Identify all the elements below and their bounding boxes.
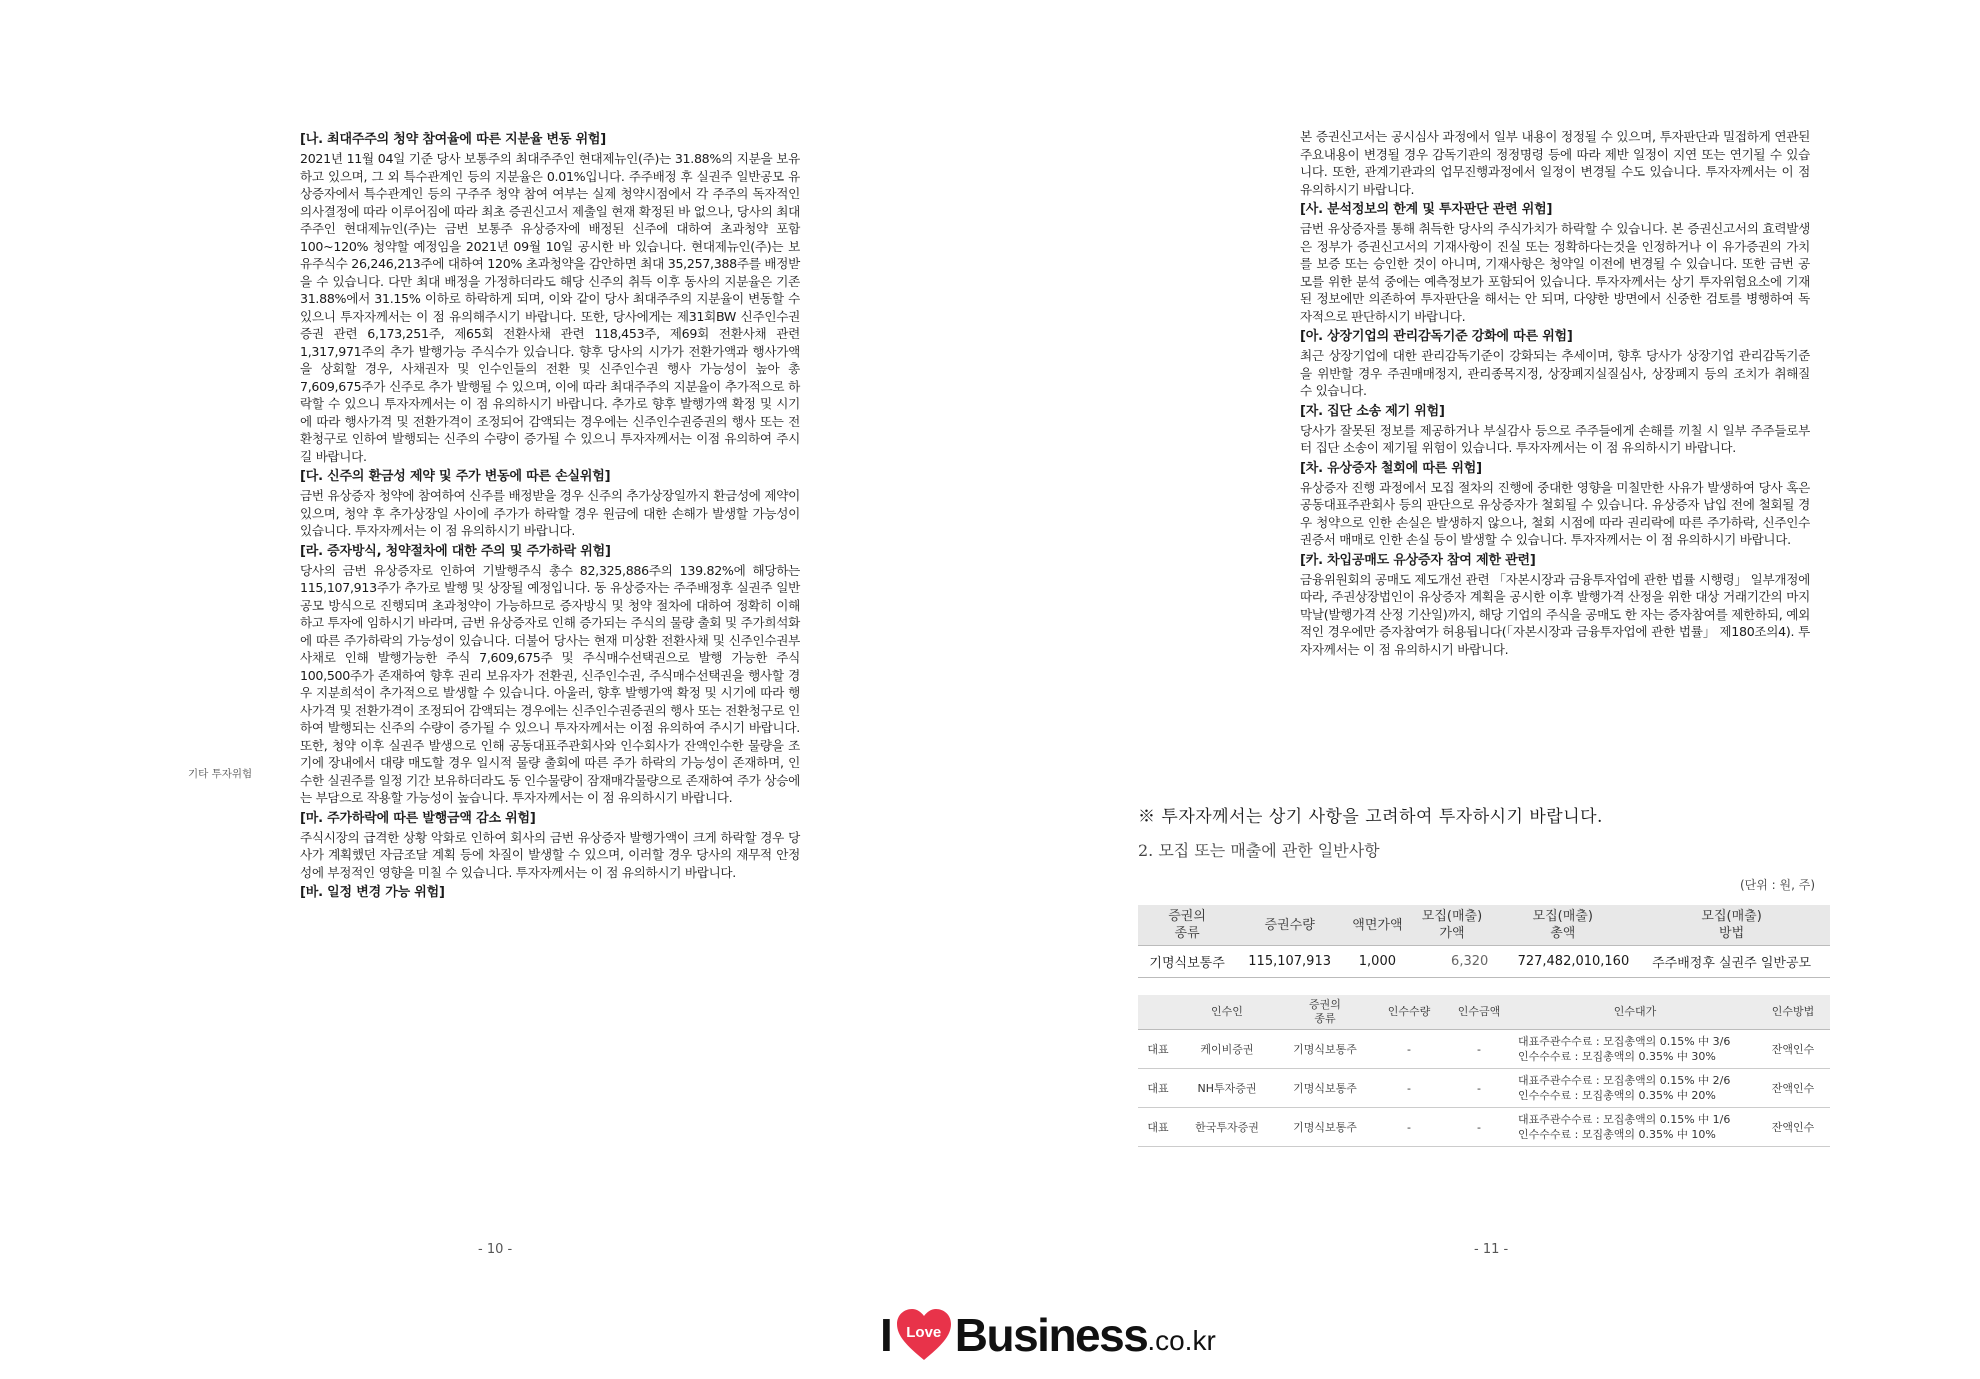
logo-business: Business: [954, 1309, 1148, 1361]
table-cell: 대표: [1138, 1069, 1178, 1108]
heart-icon: [895, 1308, 953, 1362]
table-header-cell: 인수인: [1178, 995, 1276, 1030]
table-cell: 케이비증권: [1178, 1030, 1276, 1069]
table-header-cell: 모집(매출) 가액: [1412, 905, 1493, 946]
table-header-cell: 모집(매출) 총액: [1492, 905, 1633, 946]
section-body-ba: 본 증권신고서는 공시심사 과정에서 일부 내용이 정정될 수 있으며, 투자판단과 밀접하게 연관된 주요내용이 변경될 경우 감독기관의 정정명령 등에 따라 제반 일정이 지연 또는 연기될 수 있습니다. 또한, 관계기관과의 업무진행과정에서 일정이 변경될 수도 있습니다. 투자자께서는 이 점 유의하시기 바랍니다.: [1300, 129, 1810, 197]
logo-domain: .co.kr: [1147, 1325, 1216, 1356]
table-cell: 주주배정후 실권주 일반공모: [1633, 946, 1830, 978]
section-body-a: 최근 상장기업에 대한 관리감독기준이 강화되는 추세이며, 향후 당사가 상장기업 관리감독기준을 위반할 경우 주권매매정지, 관리종목지정, 상장폐지실질심사, 상장폐지 등의 조치가 취해질 수 있습니다.: [1300, 348, 1810, 398]
offering-table: [1138, 905, 1830, 978]
section-body-sa: 금번 유상증자를 통해 취득한 당사의 주식가치가 하락할 수 있습니다. 본 증권신고서의 효력발생은 정부가 증권신고서의 기재사항이 진실 또는 정확하다는것을 인정하거나 이 유가증권의 가치를 보증 또는 승인한 것이 아니며, 기재사항은 청약일 이전에 변경될 수 있습니다. 또한 금번 공모를 위한 분석 중에는 예측정보가 포함되어 있습니다. 투자자께서는 상기 투자위험요소에 기재된 정보에만 의존하여 투자판단을 해서는 안 되며, 다양한 방면에서 신중한 검토를 병행하여 독자적으로 판단하시기 바랍니다.: [1300, 221, 1810, 324]
table-cell: -: [1374, 1069, 1444, 1108]
table-cell: 한국투자증권: [1178, 1108, 1276, 1147]
section-body-ma: 주식시장의 급격한 상황 악화로 인하여 회사의 금번 유상증자 발행가액이 크게 하락할 경우 당사가 계획했던 자금조달 계획 등에 차질이 발생할 수 있으며, 이러할 경우 당사의 재무적 안정성에 부정적인 영향을 미칠 수 있습니다. 투자자께서는 이 점 유의하시기 바랍니다.: [300, 829, 800, 880]
table-header-cell: 인수대가: [1514, 995, 1756, 1030]
table-cell: -: [1374, 1108, 1444, 1147]
logo-i: I: [880, 1309, 893, 1361]
ilovebusiness-logo: [880, 1305, 1216, 1365]
underwriter-table: [1138, 995, 1830, 1147]
table-cell: 대표: [1138, 1030, 1178, 1069]
section-body-da: 금번 유상증자 청약에 참여하여 신주를 배정받을 경우 신주의 추가상장일까지 환금성에 제약이 있으며, 청약 후 추가상장일 사이에 주가가 하락할 경우 원금에 대한 손해가 발생할 가능성이 있습니다. 투자자께서는 이 점 유의하시기 바랍니다.: [300, 488, 800, 538]
table-row: [1138, 1030, 1830, 1069]
table-row: [1138, 946, 1830, 978]
investor-notice: ※ 투자자께서는 상기 사항을 고려하여 투자하시기 바랍니다.: [1138, 807, 1603, 827]
table-cell: 1,000: [1343, 946, 1412, 978]
table-cell: 기명식보통주: [1276, 1030, 1374, 1069]
page-number-left: - 10 -: [478, 1242, 513, 1257]
table-cell: 잔액인수: [1756, 1108, 1830, 1147]
table-cell: -: [1444, 1069, 1514, 1108]
section-heading-ma: [마. 주가하락에 따른 발행금액 감소 위험]: [300, 810, 536, 826]
table-cell: 대표주관수수료 : 모집총액의 0.15% 中 1/6 인수수수료 : 모집총액의 0.35% 中 10%: [1514, 1108, 1756, 1147]
table-cell: 잔액인수: [1756, 1069, 1830, 1108]
table-cell: NH투자증권: [1178, 1069, 1276, 1108]
offering-table-header: [1138, 905, 1830, 946]
table-header-cell: 인수금액: [1444, 995, 1514, 1030]
section-heading-da: [다. 신주의 환금성 제약 및 주가 변동에 따른 손실위험]: [300, 469, 611, 484]
section-heading-ka: [카. 차입공매도 유상증자 참여 제한 관련]: [1300, 552, 1536, 568]
section-heading-cha: [차. 유상증자 철회에 따른 위험]: [1300, 460, 1482, 476]
section-heading-ja: [자. 집단 소송 제기 위험]: [1300, 403, 1445, 419]
section-body-ra: 당사의 금번 유상증자로 인하여 기발행주식 총수 82,325,886주의 139.82%에 해당하는 115,107,913주가 추가로 발행 및 상장될 예정입니다. 동 유상증자는 주주배정후 실권주 일반공모 방식으로 진행되며 초과청약이 가능하므로 증자방식 및 청약 절차에 대하여 정확히 이해하고 투자에 임하시기 바라며, 금번 유상증자로 인해 증가되는 주식의 물량 출회 및 주가희석화에 따른 주가하락의 가능성이 있습니다. 더불어 당사는 현재 미상환 전환사채 및 신주인수권부사채로 인해 발행가능한 주식 7,609,675주 및 주식매수선택권으로 발행 가능한 주식 100,500주가 존재하여 향후 권리 보유자가 전환권, 신주인수권, 주식매수선택권을 행사할 경우 지분희석이 추가적으로 발생할 수 있습니다. 아울러, 향후 발행가액 확정 및 시기에 따라 행사가격 및 전환가격이 조정되어 감액되는 경우에는 신주인수권증권의 행사 또는 전환청구로 인하여 발행되는 신주의 수량이 증가될 수 있으니 투자자께서는 이점 유의하여 주시기 바랍니다. 또한, 청약 이후 실권주 발생으로 인해 공동대표주관회사와 인수회사가 잔액인수한 물량을 조기에 장내에서 대량 매도할 경우 일시적 물량 출회에 따른 주가 하락의 가능성이 존재하며, 인수한 실권주를 일정 기간 보유하더라도 동 인수물량이 잠재매각물량으로 존재하여 주가 상승에는 부담으로 작용할 가능성이 높습니다. 투자자께서는 이 점 유의하시기 바랍니다.: [300, 562, 800, 805]
table-cell: 727,482,010,160: [1492, 946, 1633, 978]
table-header-cell: 액면가액: [1343, 905, 1412, 946]
side-label-other-risks: 기타 투자위험: [188, 768, 253, 780]
table-header-cell: 모집(매출) 방법: [1633, 905, 1830, 946]
section-2-title: 2. 모집 또는 매출에 관한 일반사항: [1138, 841, 1380, 860]
section-heading-a: [아. 상장기업의 관리감독기준 강화에 따른 위험]: [1300, 329, 1573, 344]
table-cell: 대표: [1138, 1108, 1178, 1147]
table-cell: -: [1444, 1108, 1514, 1147]
section-heading-sa: [사. 분석정보의 한계 및 투자판단 관련 위험]: [1300, 202, 1553, 217]
table-cell: 잔액인수: [1756, 1030, 1830, 1069]
table-cell: 기명식보통주: [1276, 1069, 1374, 1108]
section-body-ja: 당사가 잘못된 정보를 제공하거나 부실감사 등으로 주주들에게 손해를 끼칠 시 일부 주주들로부터 집단 소송이 제기될 위험이 있습니다. 투자자께서는 이 점 유의하시기 바랍니다.: [1300, 422, 1810, 455]
table-cell: 115,107,913: [1236, 946, 1343, 978]
section-heading-ba: [바. 일정 변경 가능 위험]: [300, 885, 445, 900]
table-cell: 대표주관수수료 : 모집총액의 0.15% 中 2/6 인수수수료 : 모집총액의 0.35% 中 20%: [1514, 1069, 1756, 1108]
section-heading-na: [나. 최대주주의 청약 참여율에 따른 지분율 변동 위험]: [300, 132, 607, 147]
table-cell: -: [1444, 1030, 1514, 1069]
section-body-na: 2021년 11월 04일 기준 당사 보통주의 최대주주인 현대제뉴인(주)는 31.88%의 지분을 보유하고 있으며, 그 외 특수관계인 등의 지분율은 0.01%입니다. 주주배정 후 실권주 일반공모 유상증자에서 특수관계인 등의 구주주 청약 참여 여부는 실제 청약시점에서 각 주주의 독자적인 의사결정에 따라 이루어짐에 따라 최초 증권신고서 제출일 현재 확정된 바 없으나, 당사의 최대주주인 현대제뉴인(주)는 금번 보통주 유상증자에 배정된 신주에 대하여 초과청약 포함 100~120% 청약할 예정임을 2021년 09월 10일 공시한 바 있습니다. 현대제뉴인(주)는 보유주식수 26,246,213주에 대하여 120% 초과청약을 감안하면 최대 35,257,388주를 배정받을 수 있습니다. 다만 최대 배정을 가정하더라도 해당 신주의 취득 이후 동사의 지분율은 기존 31.88%에서 31.15% 이하로 하락하게 되며, 이와 같이 당사 최대주주의 지분율이 변동할 수 있으니 투자자께서는 이 점 유의해주시기 바랍니다. 또한, 당사에게는 제31회BW 신주인수권증권 관련 6,173,251주, 제65회 전환사채 관련 118,453주, 제69회 전환사채 관련 1,317,971주의 추가 발행가능 주식수가 있습니다. 향후 당사의 시가가 전환가액과 행사가액을 상회할 경우, 사채권자 및 인수인들의 전환 및 신주인수권 행사 가능성이 높아 총 7,609,675주가 신주로 추가 발행될 수 있으며, 이에 따라 최대주주의 지분율이 추가적으로 하락할 수 있으니 투자자께서는 이 점 유의하시기 바랍니다. 추가로 향후 발행가액 확정 및 시기에 따라 행사가격 및 전환가격이 조정되어 감액되는 경우에는 신주인수권증권의 행사 또는 전환청구로 인하여 발행되는 신주의 수량이 증가될 수 있으니 투자자께서는 이점 유의하여 주시길 바랍니다.: [300, 151, 800, 464]
section-body-ka: 금융위원회의 공매도 제도개선 관련 「자본시장과 금융투자업에 관한 법률 시행령」 일부개정에 따라, 주권상장법인이 유상증자 계획을 공시한 이후 발행가격 산정을 위한 대상 거래기간의 마지막날(발행가격 산정 기산일)까지, 해당 기업의 주식을 공매도 한 자는 증자참여를 제한하되, 예외적인 경우에만 증자참여가 허용됩니다(「자본시장과 금융투자업에 관한 법률」 제180조의4). 투자자께서는 이 점 유의하시기 바랍니다.: [1300, 571, 1810, 657]
table-cell: 기명식보통주: [1138, 946, 1236, 978]
table-header-cell: 인수수량: [1374, 995, 1444, 1030]
table-row: [1138, 1108, 1830, 1147]
section-heading-ra: [라. 증자방식, 청약절차에 대한 주의 및 주가하락 위험]: [300, 543, 611, 559]
left-page: [300, 128, 800, 903]
table-header-cell: [1138, 995, 1178, 1030]
table-header-cell: 증권수량: [1236, 905, 1343, 946]
unit-label: (단위 : 원, 주): [1740, 878, 1816, 892]
page-number-right: - 11 -: [1474, 1242, 1509, 1257]
logo-heart-text: Love: [906, 1324, 942, 1341]
table-header-cell: 증권의 종류: [1138, 905, 1236, 946]
table-cell: 기명식보통주: [1276, 1108, 1374, 1147]
table-header-cell: 인수방법: [1756, 995, 1830, 1030]
right-page: [1300, 128, 1810, 659]
table-cell: 대표주관수수료 : 모집총액의 0.15% 中 3/6 인수수수료 : 모집총액의 0.35% 中 30%: [1514, 1030, 1756, 1069]
table-cell: -: [1374, 1030, 1444, 1069]
table-header-cell: 증권의 종류: [1276, 995, 1374, 1030]
section-body-cha: 유상증자 진행 과정에서 모집 절차의 진행에 중대한 영향을 미칠만한 사유가 발생하여 당사 혹은 공동대표주관회사 등의 판단으로 유상증자가 철회될 수 있습니다. 유상증자 납입 전에 철회될 경우 청약으로 인한 손실은 발생하지 않으나, 철회 시점에 따라 권리락에 따른 주가하락, 신주인수권증서 매매로 인한 손실 등이 발생할 수 있습니다. 투자자께서는 이 점 유의하시기 바랍니다.: [1300, 479, 1810, 547]
table-cell: 6,320: [1412, 946, 1493, 978]
table-row: [1138, 1069, 1830, 1108]
underwriter-table-header: [1138, 995, 1830, 1030]
